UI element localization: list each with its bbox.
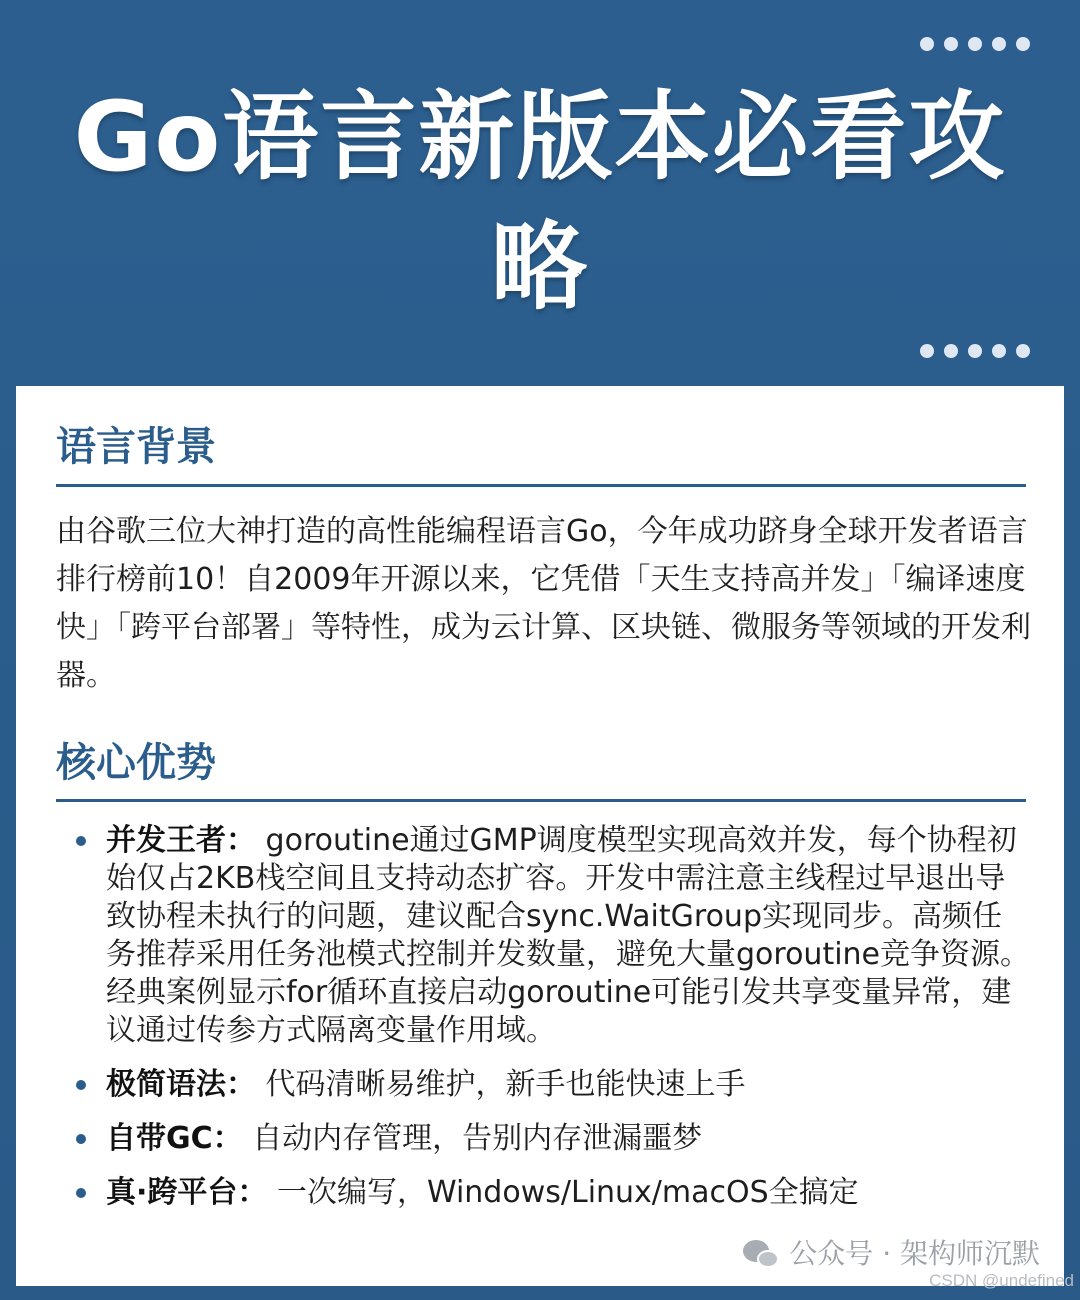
item-text: 代码清晰易维护，新手也能快速上手 (265, 1067, 746, 1102)
list-item (56, 1174, 1031, 1212)
bullet-dot (76, 836, 86, 846)
item-label: 真·跨平台： (106, 1175, 268, 1210)
watermark-text: 公众号 · 架构师沉默 (789, 1237, 1040, 1270)
item-label: 并发王者： (106, 823, 256, 858)
item-text: goroutine通过GMP调度模型实现高效并发，每个协程初始仅占2KB栈空间且支持动态扩容。开发中需注意主线程过早退出导致协程未执行的问题，建议配合sync.WaitGroup实现同步。高频任务推荐采用任务池模式控制并发数量，避免大量goroutine竞争资源。经典案例显示for循环直接启动goroutine可能引发共享变量异常，建议通过传参方式隔离变量作用域。 (106, 823, 1031, 1048)
item-text: 一次编写，Windows/Linux/macOS全搞定 (276, 1175, 859, 1210)
background-paragraph: 由谷歌三位大神打造的高性能编程语言Go，今年成功跻身全球开发者语言排行榜前10！自2009年开源以来，它凭借「天生支持高并发」「编译速度快」「跨平台部署」等特性，成为云计算、区块链、微服务等领域的开发利器。 (56, 514, 1031, 693)
bullet-dot (76, 1080, 86, 1090)
section-divider (56, 799, 1026, 802)
wechat-watermark (743, 1236, 1040, 1272)
section-title-advantages: 核心优势 (56, 740, 216, 786)
section-title-background: 语言背景 (56, 424, 216, 470)
item-text: 自动内存管理，告别内存泄漏噩梦 (252, 1121, 703, 1156)
page-title: Go语言新版本必看攻略 (73, 81, 1007, 323)
csdn-watermark: CSDN @undefined (929, 1271, 1074, 1290)
item-label: 自带GC： (106, 1121, 243, 1156)
content-card (16, 386, 1064, 1286)
section-divider (56, 484, 1026, 487)
list-item (56, 822, 1031, 1050)
bullet-dot (76, 1188, 86, 1198)
decorative-dots-top (920, 37, 1030, 51)
list-item (56, 1120, 1031, 1158)
item-label: 极简语法： (106, 1067, 256, 1102)
advantages-list (56, 822, 1031, 1212)
bullet-dot (76, 1134, 86, 1144)
list-item (56, 1066, 1031, 1104)
wechat-icon (743, 1238, 781, 1270)
decorative-dots-bottom (920, 344, 1030, 358)
